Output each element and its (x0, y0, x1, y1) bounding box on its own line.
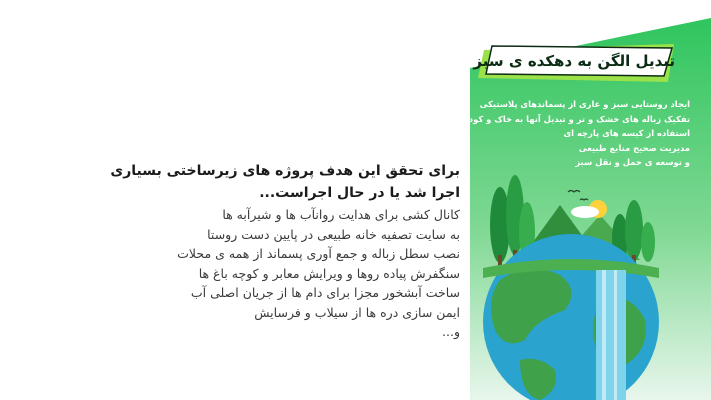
project-list (177, 205, 460, 342)
project-item: کانال کشی برای هدایت روانآب ها و شیرآبه ها (222, 207, 460, 222)
lead-line: برای تحقق این هدف پروژه های زیرساختی بسیاری (110, 163, 460, 179)
project-item: به سایت تصفیه خانه طبیعی در پایین دست روستا (207, 226, 460, 242)
project-item: و... (442, 324, 460, 339)
lead-heading (110, 160, 460, 204)
goal-item: استفاده از کیسه های پارچه ای (563, 128, 690, 138)
goal-item: ایجاد روستایی سبز و عاری از پسماندهای پلاستیکی (479, 99, 690, 109)
goal-item: مدیریت صحیح منابع طبیعی (578, 142, 690, 153)
lead-line: اجرا شد یا در حال اجراست... (259, 185, 460, 201)
project-item: سنگفرش پیاده روها و ویرایش معابر و کوچه باغ ها (198, 265, 460, 281)
goal-item: و توسعه ی حمل و نقل سبز (575, 157, 690, 167)
banner-title: تبدیل الگن به دهکده ی سبز (473, 52, 675, 70)
waterfall-illustration (596, 270, 626, 400)
project-item: ایمن سازی دره ها از سیلاب و فرسایش (254, 304, 460, 320)
goal-item: تفکیک زباله های خشک و تر و تبدیل آنها به خاک و کود (468, 113, 690, 124)
project-item: ساخت آبشخور مجزا برای دام ها از جریان اصلی آب (190, 285, 460, 300)
goals-list (468, 97, 690, 170)
project-item: نصب سطل زباله و جمع آوری پسماند از همه ی محلات (177, 246, 460, 261)
